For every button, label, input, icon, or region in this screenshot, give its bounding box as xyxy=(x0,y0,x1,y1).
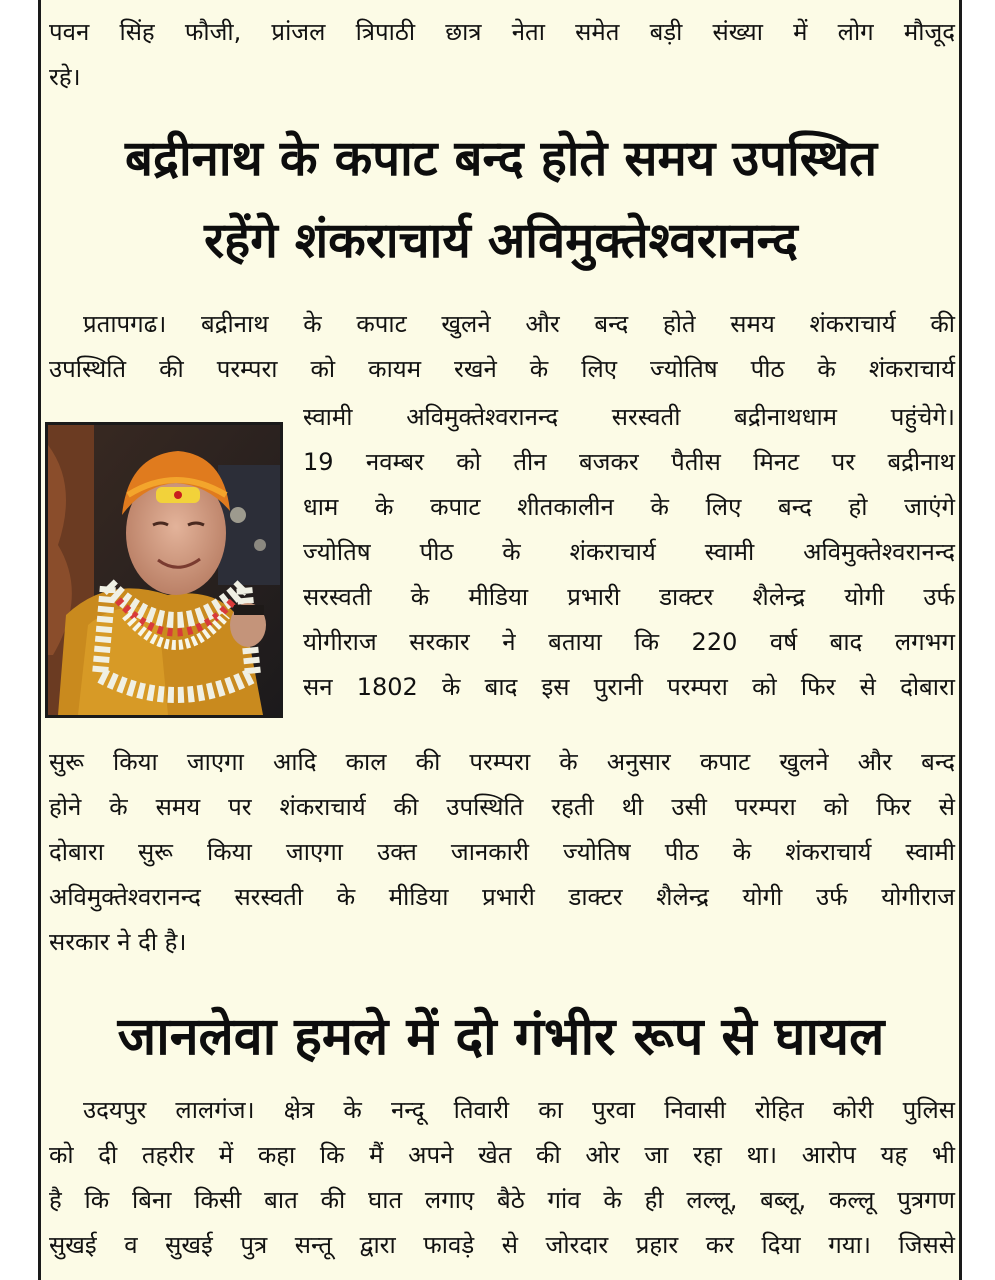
body-line: सुखई व सुखई पुत्र सन्तू द्वारा फावड़े से जोरदार प्रहार कर दिया गया। जिससे xyxy=(49,1231,955,1259)
portrait-illustration xyxy=(48,425,280,715)
body-line: को दी तहरीर में कहा कि मैं अपने खेत की ओर जा रहा था। आरोप यह भी xyxy=(49,1141,955,1169)
article-1-paragraph-top xyxy=(49,302,955,392)
intro-line: पवन सिंह फौजी, प्रांजल त्रिपाठी छात्र नेता समेत बड़ी संख्या में लोग मौजूद xyxy=(49,18,955,46)
intro-paragraph xyxy=(49,10,955,100)
headline-line: रहेंगे शंकराचार्य अविमुक्तेश्वरानन्द xyxy=(204,212,798,269)
body-line: उपस्थिति की परम्परा को कायम रखने के लिए ज्योतिष पीठ के शंकराचार्य xyxy=(49,355,955,383)
body-line: सन 1802 के बाद इस पुरानी परम्परा को फिर से दोबारा xyxy=(303,673,955,701)
body-line: उदयपुर लालगंज। क्षेत्र के नन्दू तिवारी का पुरवा निवासी रोहित कोरी पुलिस xyxy=(83,1096,955,1124)
body-line: सरस्वती के मीडिया प्रभारी डाक्टर शैलेन्द्र योगी उर्फ xyxy=(303,583,955,611)
body-line: ज्योतिष पीठ के शंकराचार्य स्वामी अविमुक्तेश्वरानन्द xyxy=(303,538,955,566)
body-line: अविमुक्तेश्वरानन्द सरस्वती के मीडिया प्रभारी डाक्टर शैलेन्द्र योगी उर्फ योगीराज xyxy=(49,883,955,911)
body-line: योगीराज सरकार ने बताया कि 220 वर्ष बाद लगभग xyxy=(303,628,955,656)
body-line: स्वामी अविमुक्तेश्वरानन्द सरस्वती बद्रीनाथधाम पहुंचेगे। xyxy=(303,403,955,431)
headline-line: जानलेवा हमले में दो गंभीर रूप से घायल xyxy=(117,1007,885,1067)
headline-line: बद्रीनाथ के कपाट बन्द होते समय उपस्थित xyxy=(124,130,878,187)
body-line: है कि बिना किसी बात की घात लगाए बैठे गांव के ही लल्लू, बब्लू, कल्लू पुत्रगण xyxy=(49,1186,955,1214)
body-line: सरकार ने दी है। xyxy=(49,928,187,956)
news-column xyxy=(38,0,962,1280)
body-line: प्रतापगढ। बद्रीनाथ के कपाट खुलने और बन्द होते समय शंकराचार्य की xyxy=(83,310,955,338)
body-line: होने के समय पर शंकराचार्य की उपस्थिति रहती थी उसी परम्परा को फिर से xyxy=(49,793,955,821)
article-2-headline xyxy=(45,1000,957,1074)
body-line: धाम के कपाट शीतकालीन के लिए बन्द हो जाएंगे xyxy=(303,493,955,521)
article-1-paragraph-bottom xyxy=(49,740,955,965)
body-line: दोबारा सुरू किया जाएगा उक्त जानकारी ज्योतिष पीठ के शंकराचार्य स्वामी xyxy=(49,838,955,866)
article-1-headline xyxy=(45,118,957,282)
body-line: सुरू किया जाएगा आदि काल की परम्परा के अनुसार कपाट खुलने और बन्द xyxy=(49,748,955,776)
article-2-paragraph xyxy=(49,1088,955,1268)
body-line: 19 नवम्बर को तीन बजकर पैतीस मिनट पर बद्रीनाथ xyxy=(303,448,955,476)
shankaracharya-photo xyxy=(45,422,283,718)
intro-line: रहे। xyxy=(49,63,81,91)
article-1-paragraph-wrap xyxy=(303,395,955,710)
